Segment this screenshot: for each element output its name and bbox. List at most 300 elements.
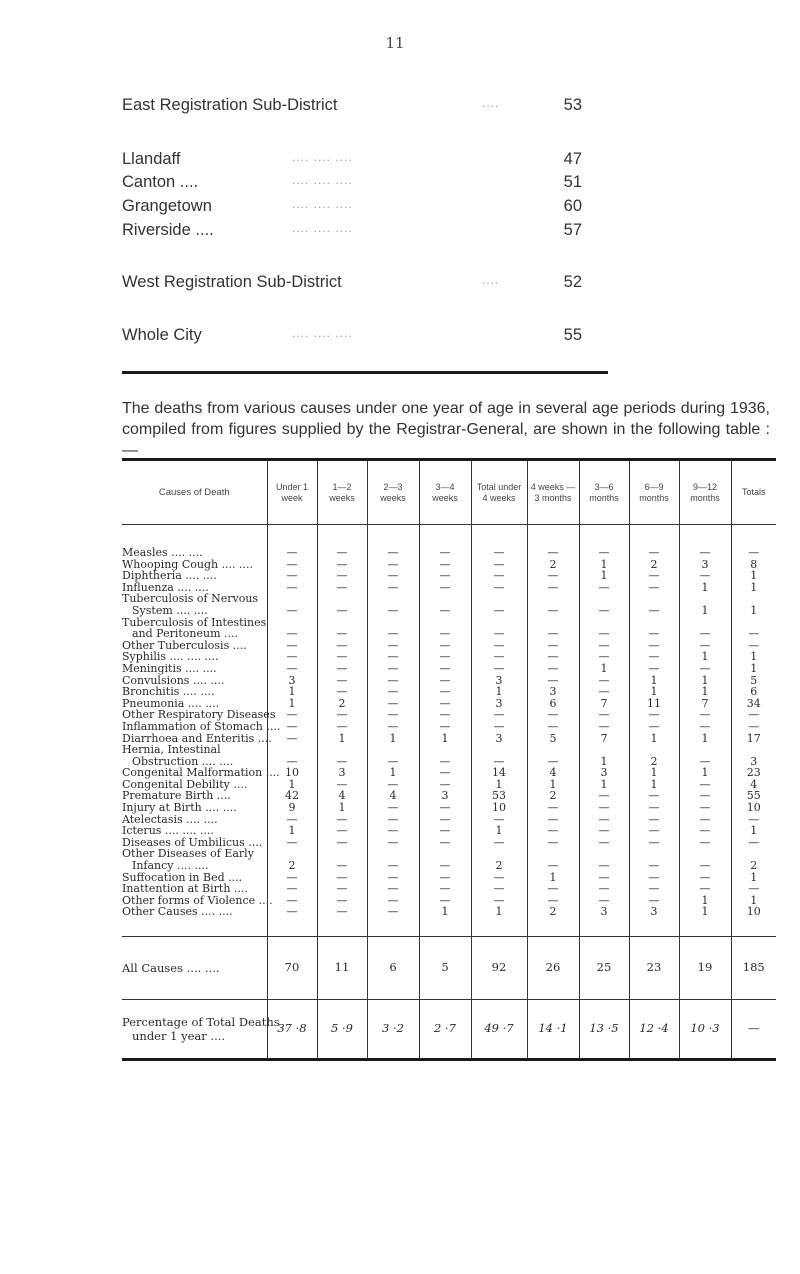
value-cell: — (679, 570, 731, 582)
value-cell: — (317, 848, 367, 871)
column-header: 2—3 weeks (367, 460, 419, 525)
value-cell: — (471, 663, 527, 675)
value-cell: — (367, 825, 419, 837)
value-cell: 11 (629, 698, 679, 710)
value-cell: 2 (731, 848, 776, 871)
cause-cell: Other Tuberculosis .... (122, 638, 247, 652)
value-cell: — (579, 709, 629, 721)
value-cell: 2 (629, 744, 679, 767)
value-cell: — (629, 663, 679, 675)
value-cell: — (267, 640, 317, 652)
value-cell: — (419, 582, 471, 594)
value-cell: 7 (579, 733, 629, 745)
value-cell: 3 (471, 733, 527, 745)
table-row (122, 593, 776, 616)
cause-cell: Diphtheria .... .... (122, 569, 217, 583)
value-cell: — (367, 895, 419, 907)
value-cell: — (419, 675, 471, 687)
value-cell: — (419, 709, 471, 721)
value-cell: — (317, 559, 367, 571)
value-cell: — (527, 883, 579, 895)
value-cell: — (471, 559, 527, 571)
value-cell: 1 (317, 802, 367, 814)
value-cell: 1 (471, 686, 527, 698)
column-header: 9—12 months (679, 460, 731, 525)
summary-row-city: Whole City .... .... .... 55 (122, 326, 582, 344)
value-cell: — (419, 617, 471, 640)
deaths-table (122, 458, 776, 1061)
value-cell: — (471, 837, 527, 849)
value-cell: — (579, 721, 629, 733)
column-header: 1—2 weeks (317, 460, 367, 525)
value-cell: — (731, 721, 776, 733)
value-cell: — (579, 582, 629, 594)
value-cell: — (267, 617, 317, 640)
value-cell: — (367, 814, 419, 826)
value-cell: — (419, 837, 471, 849)
summary-row-district: Riverside .... .... .... .... 57 (122, 221, 582, 239)
cause-cell: Other Respiratory Diseases (122, 708, 276, 722)
value-cell: — (579, 675, 629, 687)
value-cell: 1 (629, 686, 679, 698)
value-cell: 1 (629, 779, 679, 791)
column-header: Under 1 week (267, 460, 317, 525)
value-cell: 4 (527, 767, 579, 779)
value-cell: — (367, 686, 419, 698)
value-cell: — (367, 872, 419, 884)
value-cell: — (317, 895, 367, 907)
value-cell: — (367, 779, 419, 791)
value-cell: — (471, 651, 527, 663)
value-cell: 1 (731, 663, 776, 675)
summary-label: East Registration Sub-District (122, 96, 338, 114)
value-cell: — (367, 570, 419, 582)
value-cell: — (731, 1000, 776, 1060)
cause-cell: All Causes .... .... (122, 937, 267, 1000)
value-cell: — (527, 895, 579, 907)
cause-cell: Hernia, Intestinal Obstruction .... .... (122, 743, 234, 768)
cause-cell: Atelectasis .... .... (122, 812, 218, 826)
value-cell: — (731, 837, 776, 849)
value-cell: 4 (731, 779, 776, 791)
value-cell: 2 (527, 790, 579, 802)
value-cell: 1 (419, 906, 471, 936)
value-cell: — (679, 790, 731, 802)
cause-cell: Meningitis .... .... (122, 661, 217, 675)
value-cell: — (317, 709, 367, 721)
value-cell: 1 (731, 825, 776, 837)
value-cell: 1 (367, 767, 419, 779)
value-cell: — (629, 525, 679, 559)
table-row (122, 906, 776, 936)
value-cell: — (471, 872, 527, 884)
value-cell: — (579, 525, 629, 559)
value-cell: — (317, 651, 367, 663)
value-cell: — (367, 582, 419, 594)
value-cell: — (367, 848, 419, 871)
value-cell: 12 ·4 (629, 1000, 679, 1060)
value-cell: 1 (731, 570, 776, 582)
value-cell: — (367, 709, 419, 721)
value-cell: 10 (471, 802, 527, 814)
cause-cell: Other forms of Violence .... (122, 893, 273, 907)
value-cell: — (317, 872, 367, 884)
value-cell: 5 (731, 675, 776, 687)
value-cell: — (527, 640, 579, 652)
value-cell: 1 (629, 675, 679, 687)
value-cell: 10 (267, 767, 317, 779)
value-cell: 55 (731, 790, 776, 802)
value-cell: 26 (527, 937, 579, 1000)
value-cell: 2 ·7 (419, 1000, 471, 1060)
value-cell: 1 (367, 733, 419, 745)
value-cell: 5 (419, 937, 471, 1000)
value-cell: — (527, 802, 579, 814)
value-cell: — (367, 883, 419, 895)
cause-cell: Inattention at Birth .... (122, 882, 248, 896)
value-cell: 1 (679, 686, 731, 698)
value-cell: — (679, 883, 731, 895)
value-cell: — (629, 640, 679, 652)
column-header: 3—4 weeks (419, 460, 471, 525)
value-cell: 10 ·3 (679, 1000, 731, 1060)
value-cell: — (267, 744, 317, 767)
value-cell: — (267, 663, 317, 675)
cause-cell: Syphilis .... .... .... (122, 650, 219, 664)
value-cell: — (629, 721, 679, 733)
value-cell: — (267, 721, 317, 733)
value-cell: — (527, 582, 579, 594)
value-cell: 1 (679, 733, 731, 745)
value-cell: — (731, 525, 776, 559)
value-cell: — (629, 651, 679, 663)
value-cell: — (267, 906, 317, 936)
value-cell: — (267, 895, 317, 907)
value-cell: — (471, 570, 527, 582)
value-cell: 11 (317, 937, 367, 1000)
value-cell: — (629, 709, 679, 721)
value-cell: 1 (679, 895, 731, 907)
value-cell: — (419, 767, 471, 779)
value-cell: — (267, 570, 317, 582)
value-cell: — (527, 593, 579, 616)
value-cell: — (367, 663, 419, 675)
percentage-row (122, 1000, 776, 1060)
summary-row-east (122, 96, 582, 120)
value-cell: — (629, 837, 679, 849)
value-cell: 3 (731, 744, 776, 767)
intro-paragraph: The deaths from various causes under one year of age in several age periods during 1936, compiled from figures supplied by the Registrar-General, are shown in the following table :— (122, 400, 770, 459)
value-cell: 53 (471, 790, 527, 802)
value-cell: — (267, 559, 317, 571)
value-cell: — (679, 779, 731, 791)
cause-cell: Congenital Malformation .... (122, 766, 280, 780)
value-cell: — (679, 663, 731, 675)
value-cell: — (579, 651, 629, 663)
value-cell: — (679, 721, 731, 733)
value-cell: — (317, 906, 367, 936)
value-cell: — (679, 744, 731, 767)
value-cell: — (367, 698, 419, 710)
value-cell: 9 (267, 802, 317, 814)
value-cell: — (317, 617, 367, 640)
value-cell: — (267, 593, 317, 616)
value-cell: — (679, 525, 731, 559)
value-cell: — (367, 906, 419, 936)
value-cell: — (317, 883, 367, 895)
cause-cell: Injury at Birth .... .... (122, 801, 237, 815)
cause-cell: Premature Birth .... (122, 789, 231, 803)
value-cell: — (629, 617, 679, 640)
page-number: 11 (385, 34, 405, 52)
value-cell: — (419, 848, 471, 871)
value-cell: — (317, 744, 367, 767)
value-cell: 14 ·1 (527, 1000, 579, 1060)
value-cell: 5 (527, 733, 579, 745)
value-cell: — (629, 848, 679, 871)
value-cell: — (527, 570, 579, 582)
value-cell: 2 (527, 906, 579, 936)
summary-row-district: Llandaff .... .... .... 47 (122, 150, 582, 168)
cause-cell: Tuberculosis of Nervous System .... .... (122, 592, 259, 617)
column-header: 4 weeks —3 months (527, 460, 579, 525)
value-cell: 3 (579, 906, 629, 936)
cause-cell: Convulsions .... .... (122, 673, 225, 687)
value-cell: — (629, 593, 679, 616)
value-cell: 2 (527, 559, 579, 571)
value-cell: — (367, 651, 419, 663)
value-cell: — (317, 570, 367, 582)
value-cell: — (629, 895, 679, 907)
value-cell: 1 (267, 698, 317, 710)
summary-value: 53 (563, 96, 582, 114)
value-cell: — (679, 709, 731, 721)
value-cell: 1 (629, 767, 679, 779)
value-cell: — (527, 525, 579, 559)
value-cell: — (527, 837, 579, 849)
value-cell: 1 (471, 825, 527, 837)
value-cell: — (367, 559, 419, 571)
value-cell: 5 ·9 (317, 1000, 367, 1060)
value-cell: — (419, 570, 471, 582)
value-cell: 1 (579, 744, 629, 767)
value-cell: — (629, 790, 679, 802)
value-cell: — (471, 617, 527, 640)
value-cell: 3 (419, 790, 471, 802)
value-cell: 4 (367, 790, 419, 802)
value-cell: — (419, 593, 471, 616)
column-header: Total under 4 weeks (471, 460, 527, 525)
value-cell: 1 (629, 733, 679, 745)
value-cell: — (471, 709, 527, 721)
value-cell: 1 (731, 593, 776, 616)
section-divider (122, 371, 608, 374)
value-cell: — (579, 883, 629, 895)
value-cell: — (679, 837, 731, 849)
value-cell: 1 (579, 570, 629, 582)
value-cell: — (367, 640, 419, 652)
column-header: Totals (731, 460, 776, 525)
summary-row-district: Grangetown .... .... .... 60 (122, 197, 582, 215)
value-cell: — (731, 617, 776, 640)
value-cell: — (579, 802, 629, 814)
value-cell: — (471, 721, 527, 733)
value-cell: — (527, 848, 579, 871)
value-cell: 1 (267, 825, 317, 837)
value-cell: — (367, 675, 419, 687)
value-cell: — (527, 651, 579, 663)
value-cell: — (679, 814, 731, 826)
value-cell: 42 (267, 790, 317, 802)
value-cell: — (471, 883, 527, 895)
value-cell: — (419, 663, 471, 675)
value-cell: — (527, 744, 579, 767)
value-cell: 1 (679, 651, 731, 663)
value-cell: 1 (679, 582, 731, 594)
value-cell: 34 (731, 698, 776, 710)
value-cell: — (527, 675, 579, 687)
value-cell: 1 (579, 559, 629, 571)
table-row (122, 848, 776, 871)
cause-cell: Influenza .... .... (122, 580, 209, 594)
value-cell: — (419, 802, 471, 814)
value-cell: — (527, 825, 579, 837)
value-cell: 1 (527, 779, 579, 791)
column-header: 6—9 months (629, 460, 679, 525)
value-cell: — (267, 837, 317, 849)
column-header-cause: Causes of Death (122, 460, 267, 525)
value-cell: — (471, 814, 527, 826)
value-cell: 3 (527, 686, 579, 698)
value-cell: 1 (471, 906, 527, 936)
column-header: 3—6 months (579, 460, 629, 525)
value-cell: — (579, 686, 629, 698)
value-cell: — (267, 883, 317, 895)
value-cell: — (419, 779, 471, 791)
value-cell: — (579, 895, 629, 907)
value-cell: 7 (579, 698, 629, 710)
table-row (122, 617, 776, 640)
value-cell: — (629, 802, 679, 814)
value-cell: — (629, 582, 679, 594)
value-cell: — (367, 744, 419, 767)
value-cell: — (527, 721, 579, 733)
value-cell: — (367, 525, 419, 559)
value-cell: 1 (679, 593, 731, 616)
value-cell: — (419, 559, 471, 571)
value-cell: 8 (731, 559, 776, 571)
table-row (122, 525, 776, 559)
value-cell: — (317, 837, 367, 849)
value-cell: — (527, 663, 579, 675)
value-cell: — (629, 814, 679, 826)
value-cell: 1 (679, 906, 731, 936)
value-cell: 1 (731, 895, 776, 907)
table-body (122, 525, 776, 1060)
value-cell: 3 (267, 675, 317, 687)
total-row (122, 937, 776, 1000)
value-cell: 3 (471, 698, 527, 710)
value-cell: 3 (471, 675, 527, 687)
value-cell: — (367, 593, 419, 616)
value-cell: — (419, 698, 471, 710)
value-cell: — (471, 744, 527, 767)
value-cell: — (267, 582, 317, 594)
value-cell: 2 (471, 848, 527, 871)
value-cell: — (679, 848, 731, 871)
value-cell: — (419, 872, 471, 884)
value-cell: — (679, 640, 731, 652)
value-cell: 1 (267, 686, 317, 698)
value-cell: — (267, 709, 317, 721)
value-cell: — (267, 872, 317, 884)
value-cell: — (419, 814, 471, 826)
value-cell: — (317, 779, 367, 791)
summary-row-west: West Registration Sub-District .... 52 (122, 273, 582, 291)
value-cell: — (471, 895, 527, 907)
value-cell: — (731, 640, 776, 652)
value-cell: — (579, 640, 629, 652)
value-cell: — (471, 582, 527, 594)
value-cell: 1 (471, 779, 527, 791)
cause-cell: Congenital Debility .... (122, 777, 248, 791)
value-cell: — (317, 814, 367, 826)
value-cell: — (731, 709, 776, 721)
value-cell: — (419, 883, 471, 895)
value-cell: — (419, 651, 471, 663)
cause-cell: Tuberculosis of Intestines and Peritoneum .... (122, 615, 267, 641)
value-cell: — (679, 802, 731, 814)
value-cell: — (317, 640, 367, 652)
value-cell: 3 (579, 767, 629, 779)
value-cell: 2 (317, 698, 367, 710)
value-cell: — (317, 525, 367, 559)
value-cell: 3 ·2 (367, 1000, 419, 1060)
table-row (122, 802, 776, 814)
value-cell: — (579, 790, 629, 802)
cause-cell: Percentage of Total Deaths under 1 year .... (122, 1000, 267, 1060)
leader-dots: .... (482, 96, 500, 110)
value-cell: 70 (267, 937, 317, 1000)
value-cell: 23 (629, 937, 679, 1000)
value-cell: 10 (731, 906, 776, 936)
value-cell: 17 (731, 733, 776, 745)
value-cell: — (579, 848, 629, 871)
value-cell: — (471, 525, 527, 559)
cause-cell: Measles .... .... (122, 546, 203, 559)
value-cell: — (579, 593, 629, 616)
cause-cell: Inflammation of Stomach .... (122, 719, 281, 733)
value-cell: 185 (731, 937, 776, 1000)
value-cell: — (419, 744, 471, 767)
value-cell: 37 ·8 (267, 1000, 317, 1060)
value-cell: 3 (679, 559, 731, 571)
value-cell: 1 (731, 582, 776, 594)
cause-cell: Pneumonia .... .... (122, 696, 220, 710)
cause-cell: Icterus .... .... .... (122, 824, 214, 838)
value-cell: — (367, 721, 419, 733)
value-cell: 3 (629, 906, 679, 936)
value-cell: 1 (679, 675, 731, 687)
value-cell: 1 (731, 651, 776, 663)
value-cell: — (317, 663, 367, 675)
value-cell: — (679, 872, 731, 884)
value-cell: 1 (267, 779, 317, 791)
value-cell: — (679, 825, 731, 837)
value-cell: — (317, 686, 367, 698)
value-cell: — (679, 617, 731, 640)
value-cell: — (579, 617, 629, 640)
